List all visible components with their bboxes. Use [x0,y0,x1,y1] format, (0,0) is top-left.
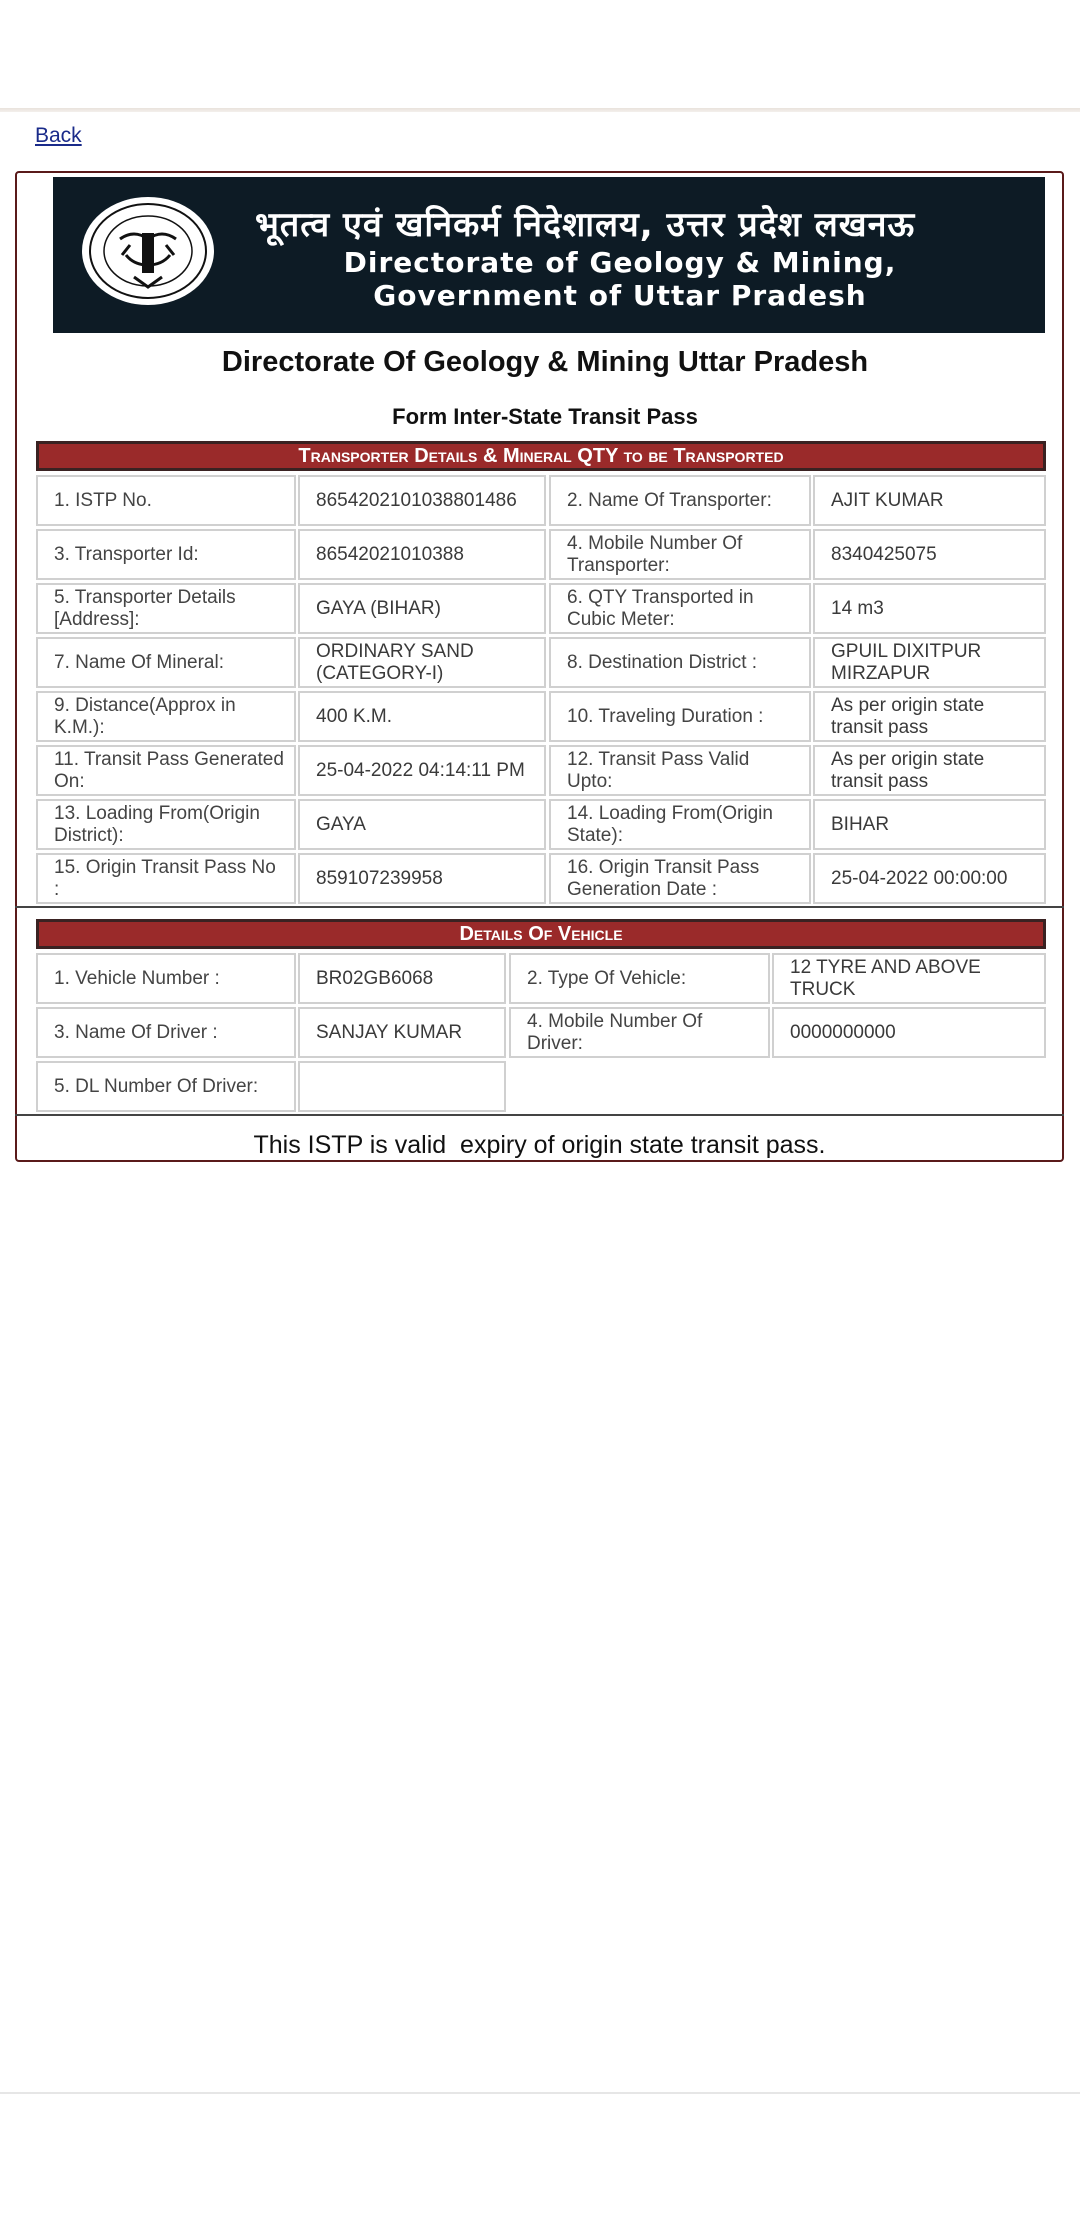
transporter-row-6-value-1: 25-04-2022 04:14:11 PM [298,745,546,796]
banner-hindi-title: भूतत्व एवं खनिकर्म निदेशालय, उत्तर प्रदेश लखनऊ [255,205,916,245]
form-title: Form Inter-State Transit Pass [392,404,698,429]
page-title: Directorate Of Geology & Mining Uttar Pradesh [221,346,869,378]
vehicle-row-2-label-1: 3. Name Of Driver : [36,1007,296,1058]
transporter-row-7-label-1: 13. Loading From(Origin District): [36,799,296,850]
transporter-row-5-label-2: 10. Traveling Duration : [549,691,811,742]
transporter-row-4-value-2: GPUIL DIXITPUR MIRZAPUR [813,637,1046,688]
banner-english-line-1: Directorate of Geology & Mining, [343,246,897,279]
transporter-row-2-label-2: 4. Mobile Number Of Transporter: [549,529,811,580]
transporter-row-2-label-1: 3. Transporter Id: [36,529,296,580]
transporter-row-3-value-2: 14 m3 [813,583,1046,634]
transporter-row-6-label-2: 12. Transit Pass Valid Upto: [549,745,811,796]
transporter-row-1-label-1: 1. ISTP No. [36,475,296,526]
transporter-row-3-label-2: 6. QTY Transported in Cubic Meter: [549,583,811,634]
transporter-row-3-label-1: 5. Transporter Details [Address]: [36,583,296,634]
transporter-row-8-label-1: 15. Origin Transit Pass No : [36,853,296,904]
section-divider [15,906,1064,908]
vehicle-row-1-value-2: 12 TYRE AND ABOVE TRUCK [772,953,1046,1004]
transporter-row-6-value-2: As per origin state transit pass [813,745,1046,796]
vehicle-row-2-label-2: 4. Mobile Number Of Driver: [509,1007,770,1058]
transporter-row-4-value-1: ORDINARY SAND (CATEGORY-I) [298,637,546,688]
top-divider [0,108,1080,112]
vehicle-row-2-value-1: SANJAY KUMAR [298,1007,506,1058]
transporter-row-8-value-2: 25-04-2022 00:00:00 [813,853,1046,904]
transporter-row-3-value-1: GAYA (BIHAR) [298,583,546,634]
transporter-row-7-label-2: 14. Loading From(Origin State): [549,799,811,850]
vehicle-section-heading: Details Of Vehicle [36,919,1046,949]
back-link[interactable]: Back [35,124,82,147]
transporter-row-1-label-2: 2. Name Of Transporter: [549,475,811,526]
transporter-row-7-value-2: BIHAR [813,799,1046,850]
transporter-row-1-value-2: AJIT KUMAR [813,475,1046,526]
transporter-row-5-value-2: As per origin state transit pass [813,691,1046,742]
transporter-row-2-value-1: 86542021010388 [298,529,546,580]
transporter-row-5-value-1: 400 K.M. [298,691,546,742]
banner-english-line-2: Government of Uttar Pradesh [373,279,867,312]
transporter-row-5-label-1: 9. Distance(Approx in K.M.): [36,691,296,742]
transporter-row-8-value-1: 859107239958 [298,853,546,904]
transporter-row-8-label-2: 16. Origin Transit Pass Generation Date : [549,853,811,904]
validity-note: This ISTP is valid expiry of origin state transit pass. [253,1131,826,1159]
vehicle-row-1-label-2: 2. Type Of Vehicle: [509,953,770,1004]
up-government-emblem-icon [80,195,216,307]
transporter-row-4-label-1: 7. Name Of Mineral: [36,637,296,688]
transporter-row-6-label-1: 11. Transit Pass Generated On: [36,745,296,796]
transporter-row-2-value-2: 8340425075 [813,529,1046,580]
transporter-section-heading: Transporter Details & Mineral QTY to be Transported [36,441,1046,471]
vehicle-row-1-label-1: 1. Vehicle Number : [36,953,296,1004]
footer-divider [15,1114,1064,1116]
vehicle-row-3-label-1: 5. DL Number Of Driver: [36,1061,296,1112]
vehicle-row-3-value-1 [298,1061,506,1112]
bottom-divider [0,2092,1080,2094]
transporter-row-4-label-2: 8. Destination District : [549,637,811,688]
transporter-row-1-value-1: 8654202101038801486 [298,475,546,526]
vehicle-row-1-value-1: BR02GB6068 [298,953,506,1004]
vehicle-row-2-value-2: 0000000000 [772,1007,1046,1058]
transporter-row-7-value-1: GAYA [298,799,546,850]
